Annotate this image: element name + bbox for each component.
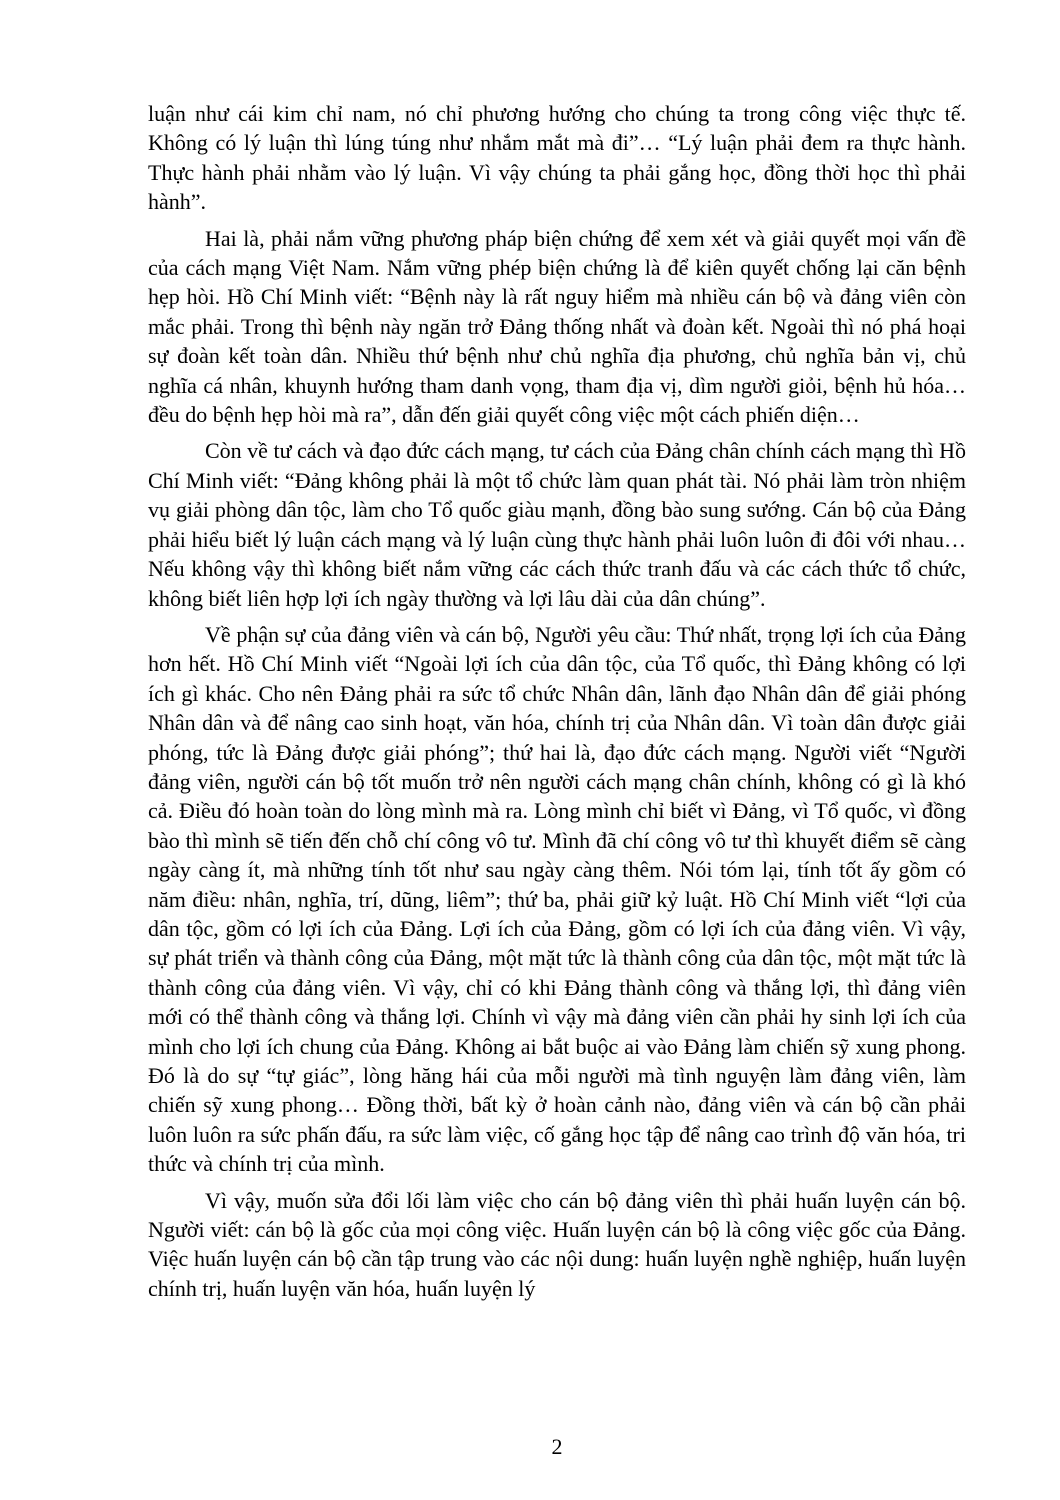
- paragraph: Hai là, phải nắm vững phương pháp biện chứng để xem xét và giải quyết mọi vấn đề của cách mạng Việt Nam. Nắm vững phép biện chứng là để kiên quyết chống lại căn bệnh hẹp hòi. Hồ Chí Minh viết: “Bệnh này là rất nguy hiểm mà nhiều cán bộ và đảng viên còn mắc phải. Trong thì bệnh này ngăn trở Đảng thống nhất và đoàn kết. Ngoài thì nó phá hoại sự đoàn kết toàn dân. Nhiều thứ bệnh như chủ nghĩa địa phương, chủ nghĩa bản vị, chủ nghĩa cá nhân, khuynh hướng tham danh vọng, tham địa vị, dìm người giỏi, bệnh hủ hóa… đều do bệnh hẹp hòi mà ra”, dẫn đến giải quyết công việc một cách phiến diện…: [148, 225, 966, 428]
- paragraph: Về phận sự của đảng viên và cán bộ, Người yêu cầu: Thứ nhất, trọng lợi ích của Đảng hơn hết. Hồ Chí Minh viết “Ngoài lợi ích của dân tộc, của Tổ quốc, thì Đảng không có lợi ích gì khác. Cho nên Đảng phải ra sức tổ chức Nhân dân, lãnh đạo Nhân dân để giải phóng Nhân dân và để nâng cao sinh hoạt, văn hóa, chính trị của Nhân dân. Vì toàn dân được giải phóng, tức là Đảng được giải phóng”; thứ hai là, đạo đức cách mạng. Người viết “Người đảng viên, người cán bộ tốt muốn trở nên người cách mạng chân chính, không có gì là khó cả. Điều đó hoàn toàn do lòng mình mà ra. Lòng mình chỉ biết vì Đảng, vì Tổ quốc, vì đồng bào thì mình sẽ tiến đến chỗ chí công vô tư. Mình đã chí công vô tư thì khuyết điểm sẽ càng ngày càng ít, mà những tính tốt như sau ngày càng thêm. Nói tóm lại, tính tốt ấy gồm có năm điều: nhân, nghĩa, trí, dũng, liêm”; thứ ba, phải giữ kỷ luật. Hồ Chí Minh viết “lợi của dân tộc, gồm có lợi ích của Đảng. Lợi ích của Đảng, gồm có lợi ích của đảng viên. Vì vậy, sự phát triển và thành công của Đảng, một mặt tức là thành công của dân tộc, một mặt tức là thành công của đảng viên. Vì vậy, chỉ có khi Đảng thành công và thắng lợi, thì đảng viên mới có thể thành công và thắng lợi. Chính vì vậy mà đảng viên cần phải hy sinh lợi ích của mình cho lợi ích chung của Đảng. Không ai bắt buộc ai vào Đảng làm chiến sỹ xung phong. Đó là do sự “tự giác”, lòng hăng hái của mỗi người mà tình nguyện làm đảng viên, làm chiến sỹ xung phong… Đồng thời, bất kỳ ở hoàn cảnh nào, đảng viên và cán bộ cần phải luôn luôn ra sức phấn đấu, ra sức làm việc, cố gắng học tập để nâng cao trình độ văn hóa, tri thức và chính trị của mình.: [148, 621, 966, 1177]
- body-text: [148, 99, 966, 1310]
- paragraph-continuation: luận như cái kim chỉ nam, nó chỉ phương hướng cho chúng ta trong công việc thực tế. Không có lý luận thì lúng túng như nhắm mắt mà đi”… “Lý luận phải đem ra thực hành. Thực hành phải nhằm vào lý luận. Vì vậy chúng ta phải gắng học, đồng thời học thì phải hành”.: [148, 101, 966, 215]
- page-number: 2: [551, 1434, 563, 1459]
- paragraph: Còn về tư cách và đạo đức cách mạng, tư cách của Đảng chân chính cách mạng thì Hồ Chí Minh viết: “Đảng không phải là một tổ chức làm quan phát tài. Nó phải làm tròn nhiệm vụ giải phòng dân tộc, làm cho Tổ quốc giàu mạnh, đồng bào sung sướng. Cán bộ của Đảng phải hiểu biết lý luận cách mạng và lý luận cùng thực hành phải luôn luôn đi đôi với nhau…Nếu không vậy thì không biết nắm vững các cách thức tranh đấu và các cách thức tổ chức, không biết liên hợp lợi ích ngày thường và lợi lâu dài của dân chúng”.: [148, 438, 966, 611]
- paragraph: Vì vậy, muốn sửa đổi lối làm việc cho cán bộ đảng viên thì phải huấn luyện cán bộ. Người viết: cán bộ là gốc của mọi công việc. Huấn luyện cán bộ là công việc gốc của Đảng. Việc huấn luyện cán bộ cần tập trung vào các nội dung: huấn luyện nghề nghiệp, huấn luyện chính trị, huấn luyện văn hóa, huấn luyện lý: [148, 1187, 966, 1301]
